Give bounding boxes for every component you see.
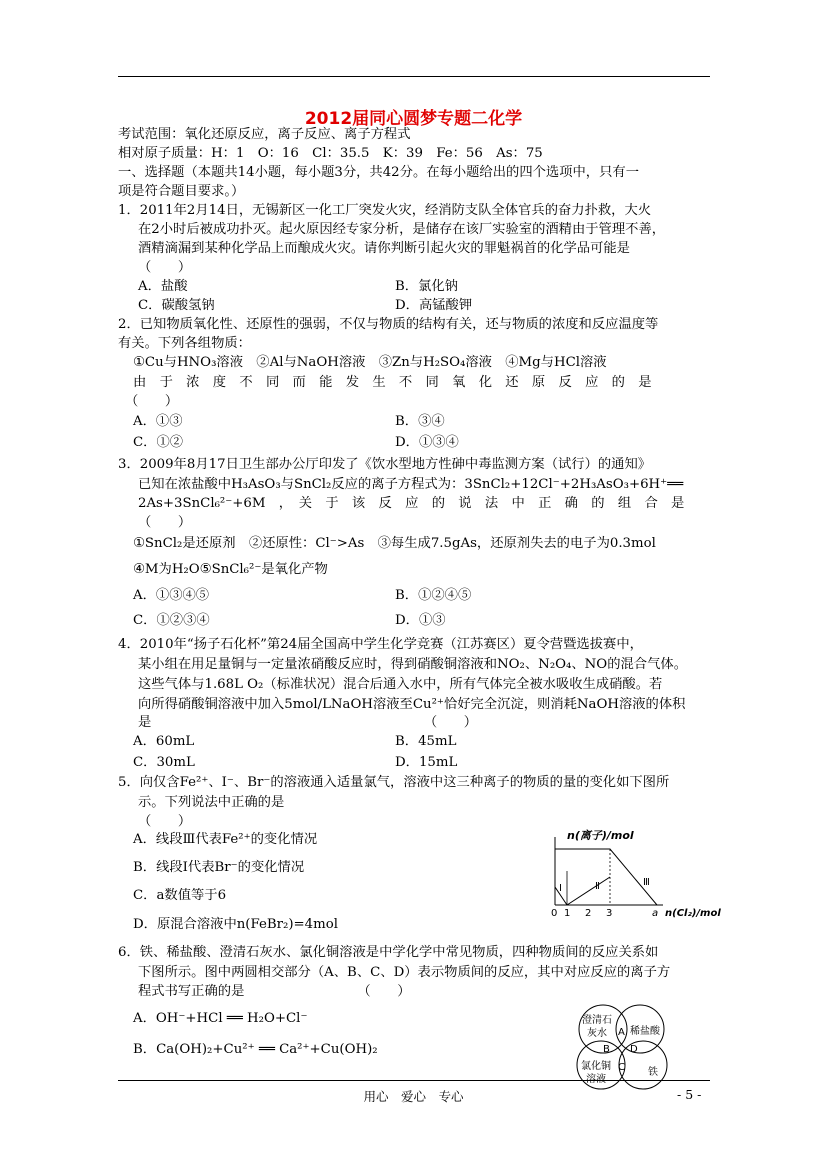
q1-option-c: C．碳酸氢钠 [138,298,215,313]
graph-curve [555,849,657,905]
q2-bracket: （ ） [125,394,179,409]
graph-tick-1: 1 [564,908,571,919]
label-lime-water-2: 灰水 [587,1028,607,1039]
q1-line: 酒精滴漏到某种化学品上而酿成火灾。请你判断引起火灾的罪魁祸首的化学品可能是 [138,241,630,256]
q2-line: 有关。下列各组物质： [118,336,251,351]
atomic-masses: 相对原子质量：H：1 O：16 Cl：35.5 K：39 Fe：56 As：75 [118,146,543,161]
q6-option-b: B．Ca(OH)₂+Cu²⁺ ══ Ca²⁺+Cu(OH)₂ [133,1042,378,1057]
section-heading-cont: 项是符合题目要求。） [118,184,245,199]
q3-option-c: C．①②③④ [133,613,210,628]
q3-line: 已知在浓盐酸中H₃AsO₃与SnCl₂反应的离子方程式为：3SnCl₂+12Cl⁻+2H₃AsO₃+6H⁺══ [138,477,684,492]
region-b: B [603,1044,610,1055]
q3-line: 3．2009年8月17日卫生部办公厅印发了《饮水型地方性砷中毒监测方案（试行）的通知》 [118,457,652,472]
q2-line: 2．已知物质氧化性、还原性的强弱，不仅与物质的结构有关，还与物质的浓度和反应温度等 [118,317,659,332]
header-rule [118,76,710,77]
label-cucl2-2: 溶液 [586,1074,606,1085]
region-d: D [630,1044,638,1055]
graph-tick-0: 0 [551,908,558,919]
region-c: C [618,1062,625,1073]
q2-option-b: B．③④ [395,414,445,429]
q3-line: ①SnCl₂是还原剂 ②还原性：Cl⁻>As ③每生成7.5gAs，还原剂失去的电子为0.3mol [133,536,656,551]
circle-iron [619,1041,667,1089]
q6-option-a: A．OH⁻+HCl ══ H₂O+Cl⁻ [133,1011,308,1026]
q2-option-c: C．①② [133,435,184,450]
q3-option-a: A．①③④⑤ [133,588,210,603]
q3-line: 2As+3SnCl₆²⁻+6M ， 关 于 该 反 应 的 说 法 中 正 确 的 组 合 是 [138,496,685,511]
q5-bracket: （ ） [138,814,192,829]
q5-option-b: B．线段Ⅰ代表Br⁻的变化情况 [133,860,305,875]
label-lime-water-1: 澄清石 [582,1015,612,1026]
q3-option-d: D．①③ [395,613,446,628]
footer-motto: 用心 爱心 专心 [363,1089,464,1104]
q1-line: 在2小时后被成功扑灭。起火原因经专家分析，是储存在该厂实验室的酒精由于管理不善， [138,222,666,237]
graph-label-i: Ⅰ [559,883,562,894]
q4-bracket: 是 （ ） [138,715,478,730]
q1-line: 1．2011年2月14日，无锡新区一化工厂突发火灾，经消防支队全体官兵的奋力扑救，大火 [118,203,652,218]
q6-line: 6．铁、稀盐酸、澄清石灰水、氯化铜溶液是中学化学中常见物质，四种物质间的反应关系如 [118,945,659,960]
q3-option-b: B．①②④⑤ [395,588,472,603]
q5-option-a: A．线段Ⅲ代表Fe²⁺的变化情况 [133,832,318,847]
q5-line: 5．向仅含Fe²⁺、I⁻、Br⁻的溶液通入适量氯气，溶液中这三种离子的物质的量的变化如下图所 [118,775,670,790]
q2-line: ①Cu与HNO₃溶液 ②Al与NaOH溶液 ③Zn与H₂SO₄溶液 ④Mg与HCl溶液 [133,355,607,370]
label-cucl2-1: 氯化铜 [581,1061,611,1072]
q4-option-b: B．45mL [395,734,457,749]
q4-option-d: D．15mL [395,755,458,770]
q5-option-c: C．a数值等于6 [133,888,227,903]
q1-option-b: B．氯化钠 [395,279,458,294]
q1-option-a: A．盐酸 [138,279,188,294]
page-title: 2012届同心圆梦专题二化学 [304,109,523,129]
q1-option-d: D．高锰酸钾 [395,298,473,313]
q3-line: ④M为H₂O⑤SnCl₆²⁻是氧化产物 [133,562,328,577]
q2-option-a: A．①③ [133,414,183,429]
q4-line: 这些气体与1.68L O₂（标准状况）混合后通入水中，所有气体完全被水吸收生成硝酸。若 [138,677,663,692]
q5-option-d: D．原混合溶液中n(FeBr₂)=4mol [133,917,338,932]
q4-line: 4．2010年“扬子石化杯”第24届全国高中学生化学竞赛（江苏赛区）夏令营暨选拔赛中， [118,637,643,652]
graph-label-iii: Ⅲ [643,877,650,888]
q2-line: 由 于 浓 度 不 同 而 能 发 生 不 同 氧 化 还 原 反 应 的 是 [133,375,652,390]
label-iron: 铁 [648,1067,658,1078]
q4-option-a: A．60mL [133,734,195,749]
q2-option-d: D．①③④ [395,435,459,450]
q4-line: 向所得硝酸铜溶液中加入5mol/LNaOH溶液至Cu²⁺恰好完全沉淀，则消耗NaOH溶液的体积 [138,697,686,712]
q3-bracket: （ ） [138,515,192,530]
ion-amount-graph [545,825,730,921]
graph-xlabel: n(Cl₂)/mol [665,908,721,919]
graph-tick-3: 3 [606,908,613,919]
graph-ylabel: n(离子)/mol [567,829,634,842]
graph-tick-a: a [652,908,659,919]
q1-bracket: （ ） [138,260,192,275]
exam-scope: 考试范围：氧化还原反应，离子反应、离子方程式 [118,127,411,142]
q5-line: 示。下列说法中正确的是 [138,795,285,810]
graph-tick-2: 2 [585,908,592,919]
q4-line: 某小组在用足量铜与一定量浓硝酸反应时，得到硝酸铜溶液和NO₂、N₂O₄、NO的混合气体。 [138,657,687,672]
page-number: - 5 - [677,1087,702,1102]
region-a: A [618,1027,625,1038]
q6-line: 下图所示。图中两圆相交部分（A、B、C、D）表示物质间的反应，其中对应反应的离子方 [138,965,671,980]
footer-rule [118,1080,710,1081]
q6-line: 程式书写正确的是 （ ） [138,984,411,999]
graph-segment-ii [567,877,610,905]
graph-label-ii: Ⅱ [595,881,600,892]
section-heading: 一、选择题（本题共14小题，每小题3分，共42分。在每小题给出的四个选项中，只有一 [118,165,639,180]
q4-option-c: C．30mL [133,755,195,770]
label-hcl: 稀盐酸 [630,1026,660,1037]
